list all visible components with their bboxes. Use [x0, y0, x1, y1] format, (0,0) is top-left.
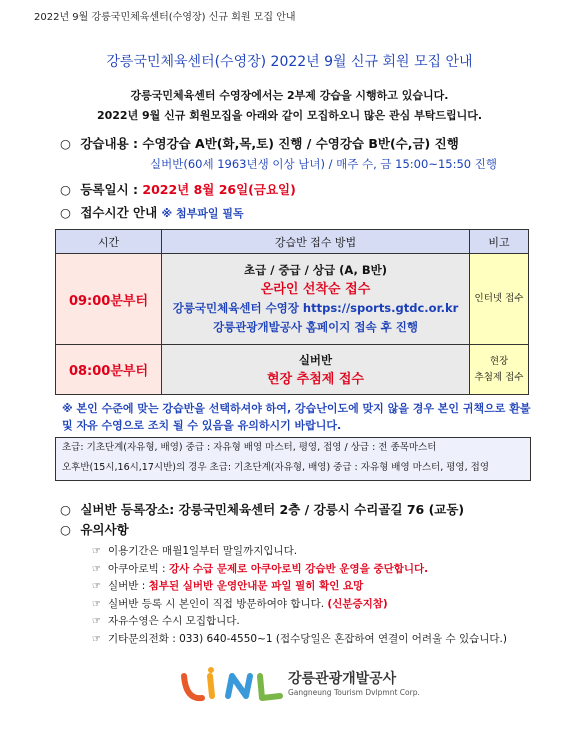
note-line: 추첨제 접수: [474, 371, 524, 383]
row-note: [470, 345, 529, 395]
circle-bullet-icon: ○: [60, 205, 71, 220]
circle-bullet-icon: ○: [60, 182, 71, 197]
method-line: 온라인 선착순 접수: [260, 282, 371, 297]
place-text: 강릉국민체육센터 2층 / 강릉시 수리골길 76 (교동): [178, 502, 465, 517]
list-item: [92, 543, 507, 561]
logo-english: Gangneung Tourism Dvlpmnt Corp.: [288, 688, 420, 697]
pointing-hand-icon: ☞: [92, 616, 101, 628]
level-notice: ※ 본인 수준에 맞는 강습반을 선택하셔야 하여, 강습난이도에 맞지 않을 경우 본인 귀책으로 환불 및 자유 수영으로 조치 될 수 있음을 유의하시기 바랍니다.: [62, 402, 531, 432]
cautions-title: 유의사항: [80, 522, 129, 537]
regtime-label: 접수시간 안내: [80, 205, 162, 220]
regdate-value: 2022년 8월 26일(금요일): [142, 182, 296, 197]
intro-line-1: 강릉국민체육센터 수영장에서는 2부제 강습을 시행하고 있습니다.: [130, 89, 449, 102]
caution-text: 실버반 등록 시 본인이 직접 방문하여야 합니다.: [108, 597, 328, 610]
list-item: [92, 631, 507, 649]
caution-highlight: 강사 수급 문제로 아쿠아로빅 강습반 운영을 중단합니다.: [168, 562, 429, 575]
regtime-note: ※ 첨부파일 필독: [161, 207, 244, 220]
row-time: 09:00분부터: [56, 254, 162, 345]
list-item: [92, 596, 507, 614]
table-row: [56, 345, 529, 395]
regdate-label: 등록일시 :: [80, 182, 143, 197]
regdate-section: [60, 180, 296, 198]
caution-highlight: 첨부된 실버반 운영안내문 파일 필히 확인 요망: [148, 580, 364, 593]
pointing-hand-icon: ☞: [92, 546, 101, 557]
levels-line-2: 오후반(15시,16시,17시반)의 경우 초급: 기초단계(자유형, 배영) 중급 : 자유형 배영 마스터, 평영, 접영: [62, 462, 490, 473]
list-item: [92, 613, 507, 631]
page-header: 2022년 9월 강릉국민체육센터(수영장) 신규 회원 모집 안내: [34, 12, 296, 23]
course-sub: 실버반(60세 1963년생 이상 남녀) / 매주 수, 금 15:00~15:50 진행: [150, 157, 497, 171]
method-line: 현장 추첨제 접수: [267, 371, 364, 387]
pointing-hand-icon: ☞: [92, 581, 101, 593]
levels-box: [55, 437, 531, 481]
method-line: 실버반: [298, 352, 333, 367]
note-line: 현장: [489, 355, 509, 367]
header-note: 비고: [470, 230, 529, 254]
course-text: 수영강습 A반(화,목,토) 진행 / 수영강습 B반(수,금) 진행: [142, 136, 459, 151]
intro-line-2: 2022년 9월 신규 회원모집을 아래와 같이 모집하오니 많은 관심 부탁드립니다.: [96, 109, 483, 122]
pointing-hand-icon: ☞: [92, 633, 101, 645]
note-line: 인터넷 접수: [474, 293, 524, 304]
logo-name: 강릉관광개발공사: [288, 671, 397, 687]
table-header-row: [56, 230, 529, 254]
pointing-hand-icon: ☞: [92, 563, 101, 575]
row-time: 08:00분부터: [56, 345, 162, 395]
row-method: [162, 345, 470, 395]
schedule-table: [55, 229, 529, 395]
circle-bullet-icon: ○: [60, 136, 71, 151]
levels-line-1: 초급: 기초단계(자유형, 배영) 중급 : 자유형 배영 마스터, 평영, 접영 / 상급 : 전 종목마스터: [62, 442, 437, 453]
caution-extra: (신분증지참): [327, 597, 388, 610]
row-method: [162, 254, 470, 345]
list-item: [92, 561, 507, 579]
caution-text: 자유수영은 수시 모집합니다.: [108, 615, 240, 628]
regtime-section: [60, 203, 244, 221]
row-note: [470, 254, 529, 345]
table-row: [56, 254, 529, 345]
caution-text: 실버반 :: [108, 580, 149, 593]
cautions-section: [60, 520, 129, 538]
caution-text: 기타문의전화 : 033) 640-4550~1 (접수당일은 혼잡하여 연결이 어려울 수 있습니다.): [108, 632, 507, 645]
caution-text: 아쿠아로빅 :: [108, 562, 169, 575]
place-label: 실버반 등록장소:: [80, 502, 179, 517]
circle-bullet-icon: ○: [60, 502, 71, 517]
circle-bullet-icon: ○: [60, 522, 71, 537]
caution-text: 이용기간은 매월1일부터 말일까지입니다.: [108, 545, 298, 557]
cautions-list: [92, 543, 507, 649]
header-time: 시간: [56, 230, 162, 254]
course-label: 강습내용 :: [80, 136, 143, 151]
pointing-hand-icon: ☞: [92, 598, 101, 610]
header-method: 강습반 접수 방법: [162, 230, 470, 254]
method-line: 강릉국민체육센터 수영장 https://sports.gtdc.or.kr: [172, 301, 459, 315]
place-section: [60, 500, 464, 518]
course-section: [60, 134, 459, 152]
list-item: [92, 578, 507, 596]
document-title: 강릉국민체육센터(수영장) 2022년 9월 신규 회원 모집 안내: [106, 54, 473, 70]
method-line: 초급 / 중급 / 상급 (A, B반): [244, 263, 387, 277]
method-line: 강릉관광개발공사 홈페이지 접속 후 진행: [213, 320, 418, 334]
intro-text: [0, 86, 579, 126]
